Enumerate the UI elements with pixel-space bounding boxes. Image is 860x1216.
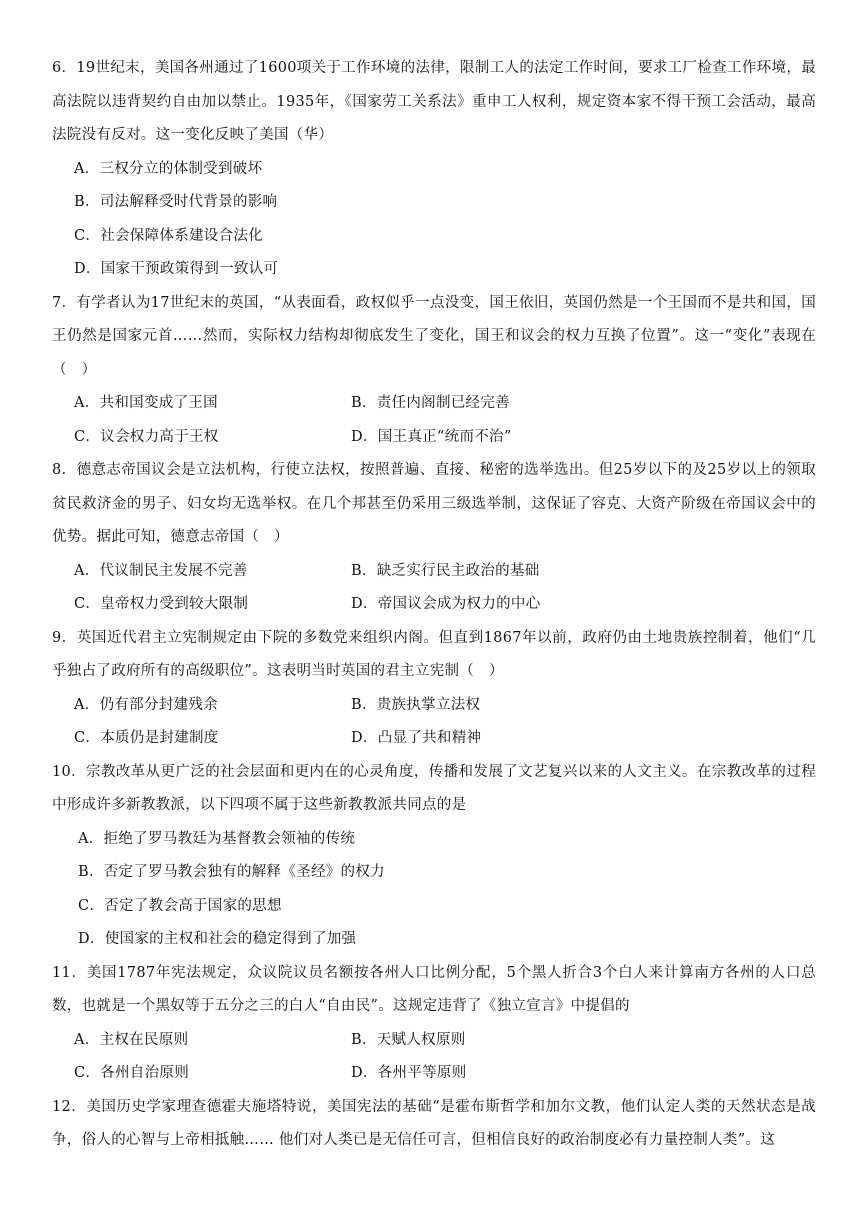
question-stem: 10．宗教改革从更广泛的社会层面和更内在的心灵角度，传播和发展了文艺复兴以来的人文主义。在宗教改革的过程中形成许多新教教派，以下四项不属于这些新教教派共同点的是 (52, 763, 816, 813)
option-row (52, 421, 816, 455)
question-8 (52, 454, 816, 622)
question-9 (52, 622, 816, 756)
option-c[interactable]: C．皇帝权力受到较大限制 (74, 596, 249, 612)
option-d[interactable]: D．凸显了共和精神 (351, 730, 482, 746)
option-a[interactable]: A．主权在民原则 (74, 1031, 189, 1048)
option-a[interactable]: A．代议制民主发展不完善 (74, 562, 248, 579)
option-row (52, 722, 816, 756)
question-stem: 12．美国历史学家理查德霍夫施塔特说，美国宪法的基础“是霍布斯哲学和加尔文教，他们认定人类的天然状态是战争，俗人的心智与上帝相抵触…… 他们对人类已是无信任可言，但相信良好的政治制度必有力量控制人类”。这 (52, 1098, 816, 1148)
option-c[interactable]: C．否定了教会高于国家的思想 (78, 897, 282, 914)
question-7 (52, 287, 816, 455)
option-row (52, 253, 816, 287)
option-row (52, 923, 816, 957)
option-c[interactable]: C．各州自治原则 (74, 1065, 189, 1081)
question-stem: 8．德意志帝国议会是立法机构，行使立法权，按照普遍、直接、秘密的选举选出。但25岁以下的及25岁以上的领取贫民救济金的男子、妇女均无选举权。在几个邦甚至仍采用三级选举制，这保证了容克、大资产阶级在帝国议会中的优势。据此可知，德意志帝国（ ） (52, 462, 816, 545)
question-6 (52, 52, 816, 287)
option-row (52, 555, 816, 589)
option-row (52, 689, 816, 723)
option-b[interactable]: B．贵族执掌立法权 (351, 696, 481, 713)
option-d[interactable]: D．国王真正“统而不治” (351, 428, 512, 445)
option-row (52, 856, 816, 890)
option-row (52, 1057, 816, 1091)
question-stem: 6．19世纪末，美国各州通过了1600项关于工作环境的法律，限制工人的法定工作时间，要求工厂检查工作环境，最高法院以违背契约自由加以禁止。1935年，《国家劳工关系法》重申工人权利，规定资本家不得干预工会活动，最高法院没有反对。这一变化反映了美国（华） (52, 60, 816, 143)
option-row (52, 890, 816, 924)
option-b[interactable]: B．司法解释受时代背景的影响 (74, 194, 278, 210)
option-row (52, 186, 816, 220)
question-10 (52, 756, 816, 957)
option-a[interactable]: A．仍有部分封建残余 (74, 696, 218, 713)
option-a[interactable]: A．共和国变成了王国 (74, 395, 218, 411)
option-b[interactable]: B．责任内阁制已经完善 (351, 395, 510, 411)
question-12 (52, 1091, 816, 1158)
option-b[interactable]: B．天赋人权原则 (351, 1031, 466, 1048)
option-c[interactable]: C．本质仍是封建制度 (74, 730, 219, 746)
option-a[interactable]: A．三权分立的体制受到破坏 (74, 160, 263, 177)
option-row (52, 1024, 816, 1058)
question-stem: 9．英国近代君主立宪制规定由下院的多数党来组织内阁。但直到1867年以前，政府仍由土地贵族控制着，他们“几乎独占了政府所有的高级职位”。这表明当时英国的君主立宪制（ ） (52, 629, 816, 679)
option-d[interactable]: D．使国家的主权和社会的稳定得到了加强 (78, 931, 357, 947)
option-d[interactable]: D．帝国议会成为权力的中心 (351, 596, 541, 612)
option-d[interactable]: D．国家干预政策得到一致认可 (74, 261, 279, 277)
option-a[interactable]: A．拒绝了罗马教廷为基督教会领袖的传统 (78, 830, 356, 847)
option-row (52, 823, 816, 857)
option-row (52, 153, 816, 187)
option-row (52, 588, 816, 622)
question-stem: 11．美国1787年宪法规定，众议院议员名额按各州人口比例分配，5个黑人折合3个白人来计算南方各州的人口总数，也就是一个黑奴等于五分之三的白人“自由民”。这规定违背了《独立宣言》中提倡的 (52, 964, 816, 1014)
option-b[interactable]: B．否定了罗马教会独有的解释《圣经》的权力 (78, 864, 385, 880)
option-row (52, 387, 816, 421)
option-row (52, 220, 816, 254)
option-b[interactable]: B．缺乏实行民主政治的基础 (351, 562, 540, 579)
option-c[interactable]: C．议会权力高于王权 (74, 428, 219, 445)
option-d[interactable]: D．各州平等原则 (351, 1065, 467, 1081)
question-stem: 7．有学者认为17世纪末的英国，“从表面看，政权似乎一点没变，国王依旧，英国仍然是一个王国而不是共和国，国王仍然是国家元首……然而，实际权力结构却彻底发生了变化，国王和议会的权力互换了位置”。这一“变化”表现在（ ） (52, 294, 816, 378)
option-c[interactable]: C．社会保障体系建设合法化 (74, 227, 263, 244)
question-11 (52, 957, 816, 1091)
